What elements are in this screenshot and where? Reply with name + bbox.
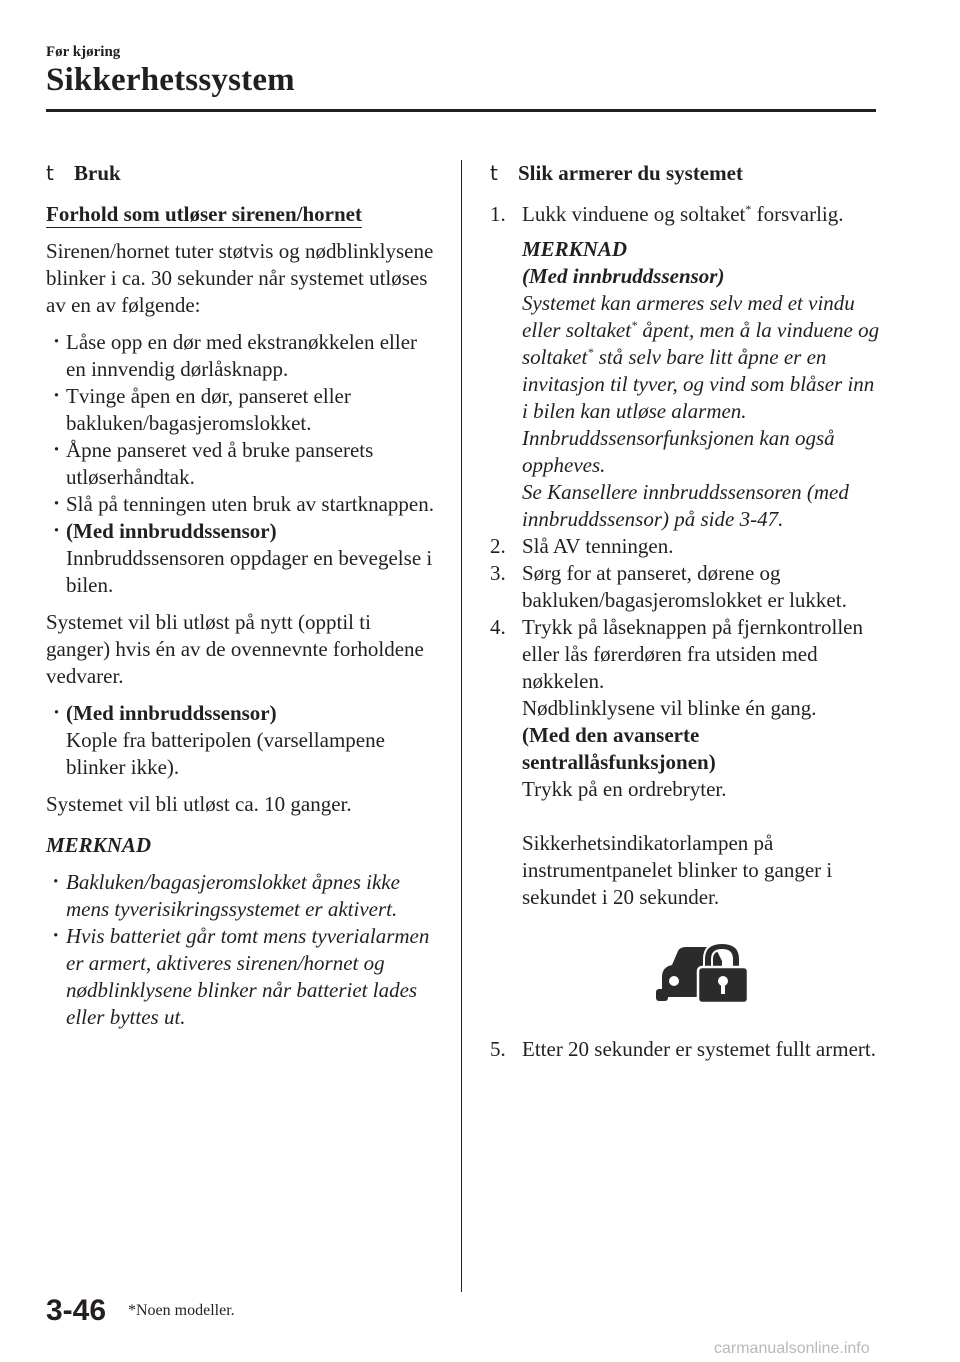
note-list <box>46 869 438 1031</box>
list-item-text: Kople fra batteripolen (varsellampene blinker ikke). <box>66 728 385 779</box>
left-column <box>46 160 438 1041</box>
note-title: MERKNAD <box>522 237 628 261</box>
step-item <box>490 560 882 614</box>
step-detail: Nødblinklysene vil blinke én gang. <box>522 696 817 720</box>
step-number: 3. <box>490 561 506 585</box>
footnote-star: * <box>745 202 752 216</box>
list-item-qualifier: (Med innbruddssensor) <box>66 519 277 543</box>
list-item: · Låse opp en dør med ekstranøkkelen eller en innvendig dørlåsknapp. <box>46 329 438 383</box>
heading-text: Bruk <box>74 161 121 185</box>
heading-text: Slik armerer du systemet <box>518 161 743 185</box>
arming-steps <box>490 201 882 1063</box>
page-title: Sikkerhetssystem <box>46 62 295 98</box>
list-item-qualifier: (Med innbruddssensor) <box>66 701 277 725</box>
header-rule <box>46 109 876 112</box>
step-number: 5. <box>490 1037 506 1061</box>
step-detail: Trykk på en ordrebryter. <box>522 777 727 801</box>
step-number: 2. <box>490 534 506 558</box>
step-text-end: forsvarlig. <box>751 202 844 226</box>
watermark: carmanualsonline.info <box>714 1340 870 1357</box>
car-lock-icon <box>652 937 752 1007</box>
step-text: Lukk vinduene og soltaket <box>522 202 746 226</box>
section-label: Før kjøring <box>46 44 121 60</box>
step-number: 4. <box>490 615 506 639</box>
step-qualifier <box>522 722 882 776</box>
step-text: Sørg for at panseret, dørene og bakluken/bagasjeromslokket er lukket. <box>522 561 847 612</box>
note-title: MERKNAD <box>46 833 152 857</box>
repeat-paragraph: Systemet vil bli utløst på nytt (opptil ti ganger) hvis én av de ovennevnte forholdene vedvarer. <box>46 610 424 688</box>
right-column <box>490 160 882 1063</box>
step-item <box>490 201 882 533</box>
heading-marker-icon: t <box>46 161 54 185</box>
step-detail: Sikkerhetsindikatorlampen på instrumentpanelet blinker to ganger i sekundet i 20 sekunder. <box>522 831 833 909</box>
step-item <box>490 1036 882 1063</box>
note-item: · Hvis batteriet går tomt mens tyverialarmen er armert, aktiveres sirenen/hornet og nødblinklysene blinker når batteriet lades eller byttes ut. <box>46 923 438 1031</box>
note-text: åpent, men å la vinduene og soltaket <box>522 318 880 369</box>
indicator-figure <box>522 911 882 1036</box>
times-paragraph: Systemet vil bli utløst ca. 10 ganger. <box>46 792 352 816</box>
list-item <box>46 700 438 781</box>
footnote-star: * <box>587 345 594 359</box>
step-note <box>522 236 882 533</box>
section-heading-bruk <box>46 160 438 187</box>
list-item <box>46 518 438 599</box>
heading-marker-icon: t <box>490 161 498 185</box>
step-text: Etter 20 sekunder er systemet fullt armert. <box>522 1037 876 1061</box>
trigger-list <box>46 329 438 599</box>
note-subtitle: (Med innbruddssensor) <box>522 264 725 288</box>
step-item <box>490 533 882 560</box>
step-item <box>490 614 882 1036</box>
step-text: Trykk på låseknappen på fjernkontrollen eller lås førerdøren fra utsiden med nøkkelen. <box>522 615 863 693</box>
subheading-alarm-conditions: Forhold som utløser sirenen/hornet <box>46 202 362 226</box>
note-reference: Se Kansellere innbruddssensoren (med innbruddssensor) på side 3-47. <box>522 480 849 531</box>
intro-paragraph: Sirenen/hornet tuter støtvis og nødblinklysene blinker i ca. 30 sekunder når systemet utløses av en av følgende: <box>46 239 434 317</box>
list-item: · Slå på tenningen uten bruk av startknappen. <box>46 491 438 518</box>
list-item: · Åpne panseret ved å bruke panserets utløserhåndtak. <box>46 437 438 491</box>
footnote: *Noen modeller. <box>128 1302 235 1319</box>
note-item: · Bakluken/bagasjeromslokket åpnes ikke mens tyverisikringssystemet er aktivert. <box>46 869 438 923</box>
list-item: · Tvinge åpen en dør, panseret eller bakluken/bagasjeromslokket. <box>46 383 438 437</box>
qualifier-paren: ( <box>522 723 529 747</box>
column-divider <box>461 160 462 1292</box>
footnote-star: * <box>631 318 638 332</box>
note-paragraph: Innbruddssensorfunksjonen kan også oppheves. <box>522 426 835 477</box>
list-item-text: Innbruddssensoren oppdager en bevegelse i bilen. <box>66 546 433 597</box>
note-paragraph <box>522 290 882 425</box>
note-text: Systemet kan armeres selv med et vindu eller soltaket <box>522 291 855 342</box>
page-number: 3-46 <box>46 1294 107 1327</box>
section-heading-arming <box>490 160 882 187</box>
step-text: Slå AV tenningen. <box>522 534 674 558</box>
battery-list <box>46 700 438 781</box>
step-number: 1. <box>490 202 506 226</box>
note-text: stå selv bare litt åpne er en invitasjon til tyver, og vind som blåser inn i bilen kan utløse alarmen. <box>522 345 875 423</box>
qualifier-text: Med den avanserte sentrallåsfunksjonen) <box>522 723 716 774</box>
